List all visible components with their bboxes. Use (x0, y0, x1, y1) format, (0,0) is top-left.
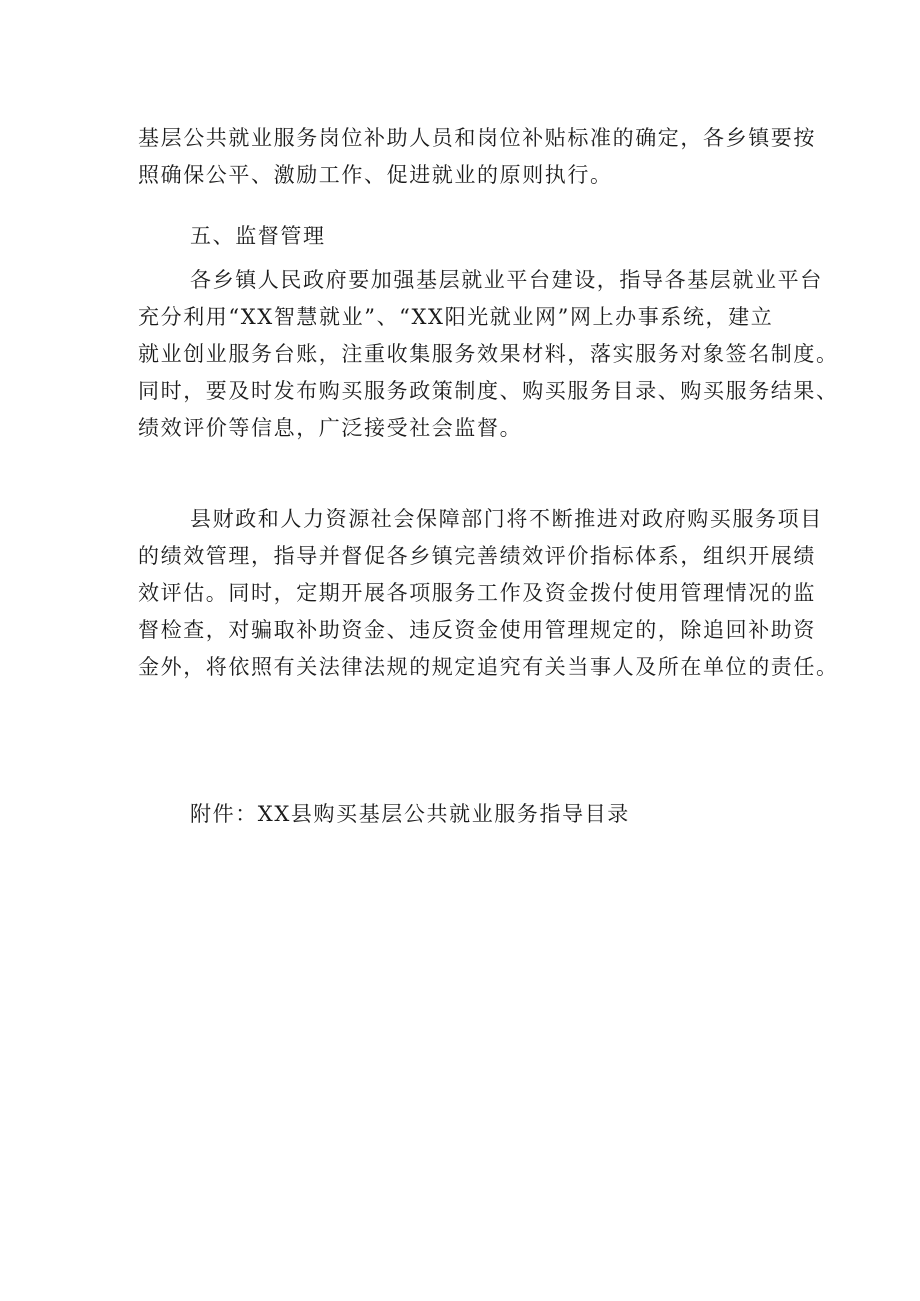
finance-paragraph (138, 501, 850, 686)
paragraph-line: 督检查，对骗取补助资金、违反资金使用管理规定的，除追回补助资 (138, 618, 816, 642)
paragraph-line: 充分利用“XX智慧就业”、“XX阳光就业网”网上办事系统，建立 (138, 305, 774, 329)
paragraph-line: 绩效评价等信息，广泛接受社会监督。 (138, 416, 523, 440)
paragraph-line: 金外，将依照有关法律法规的规定追究有关当事人及所在单位的责任。 (138, 655, 839, 679)
attachment-text: 附件：XX县购买基层公共就业服务指导目录 (190, 802, 630, 826)
paragraph-line: 效评估。同时，定期开展各项服务工作及资金拨付使用管理情况的监 (138, 581, 816, 605)
attachment-note (138, 796, 850, 833)
continuation-paragraph (138, 120, 850, 194)
paragraph-line: 基层公共就业服务岗位补助人员和岗位补贴标准的确定，各乡镇要按 (138, 126, 816, 150)
paragraph-line: 的绩效管理，指导并督促各乡镇完善绩效评价指标体系，组织开展绩 (138, 544, 816, 568)
paragraph-line: 同时，要及时发布购买服务政策制度、购买服务目录、购买服务结果、 (138, 379, 839, 403)
paragraph-line: 就业创业服务台账，注重收集服务效果材料，落实服务对象签名制度。 (138, 342, 839, 366)
section-heading-text: 五、监督管理 (190, 224, 326, 248)
paragraph-line: 各乡镇人民政府要加强基层就业平台建设，指导各基层就业平台 (190, 268, 823, 292)
supervision-paragraph (138, 262, 850, 447)
paragraph-line: 照确保公平、激励工作、促进就业的原则执行。 (138, 163, 613, 187)
paragraph-line: 县财政和人力资源社会保障部门将不断推进对政府购买服务项目 (190, 507, 823, 531)
section-heading (138, 218, 850, 255)
